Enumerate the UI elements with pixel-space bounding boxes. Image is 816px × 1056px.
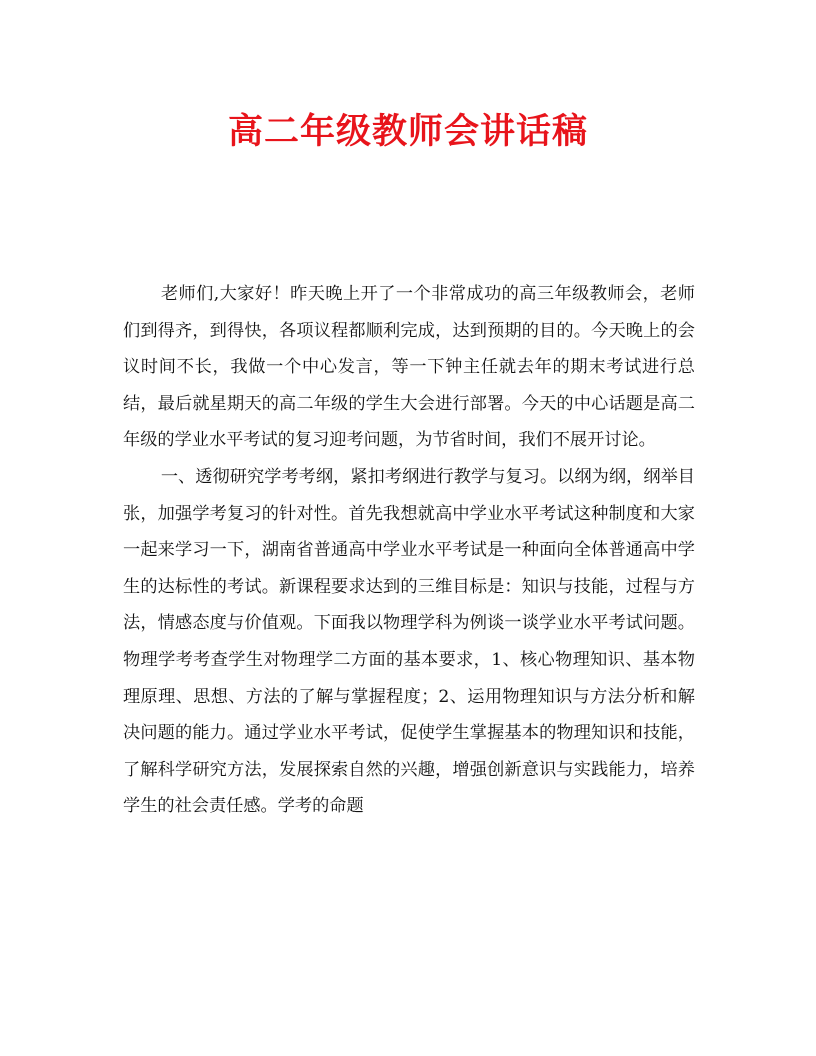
paragraph-opening: 老师们,大家好！昨天晚上开了一个非常成功的高三年级教师会，老师们到得齐，到得快，各项议程都顺利完成，达到预期的目的。今天晚上的会议时间不长，我做一个中心发言，等一下钟主任就去年的期末考试进行总结，最后就星期天的高二年级的学生大会进行部署。今天的中心话题是高二年级的学业水平考试的复习迎考问题，为节省时间，我们不展开讨论。 <box>123 284 695 451</box>
document-body <box>123 276 695 825</box>
paragraph-section-one: 一、透彻研究学考考纲，紧扣考纲进行教学与复习。以纲为纲，纲举目张，加强学考复习的针对性。首先我想就高中学业水平考试这种制度和大家一起来学习一下，湖南省普通高中学业水平考试是一种面向全体普通高中学生的达标性的考试。新课程要求达到的三维目标是：知识与技能，过程与方法，情感态度与价值观。下面我以物理学科为例谈一谈学业水平考试问题。物理学考考查学生对物理学二方面的基本要求，1、核心物理知识、基本物理原理、思想、方法的了解与掌握程度；2、运用物理知识与方法分析和解决问题的能力。通过学业水平考试，促使学生掌握基本的物理知识和技能，了解科学研究方法，发展探索自然的兴趣，增强创新意识与实践能力，培养学生的社会责任感。学考的命题 <box>123 466 695 817</box>
document-title: 高二年级教师会讲话稿 <box>227 111 588 152</box>
